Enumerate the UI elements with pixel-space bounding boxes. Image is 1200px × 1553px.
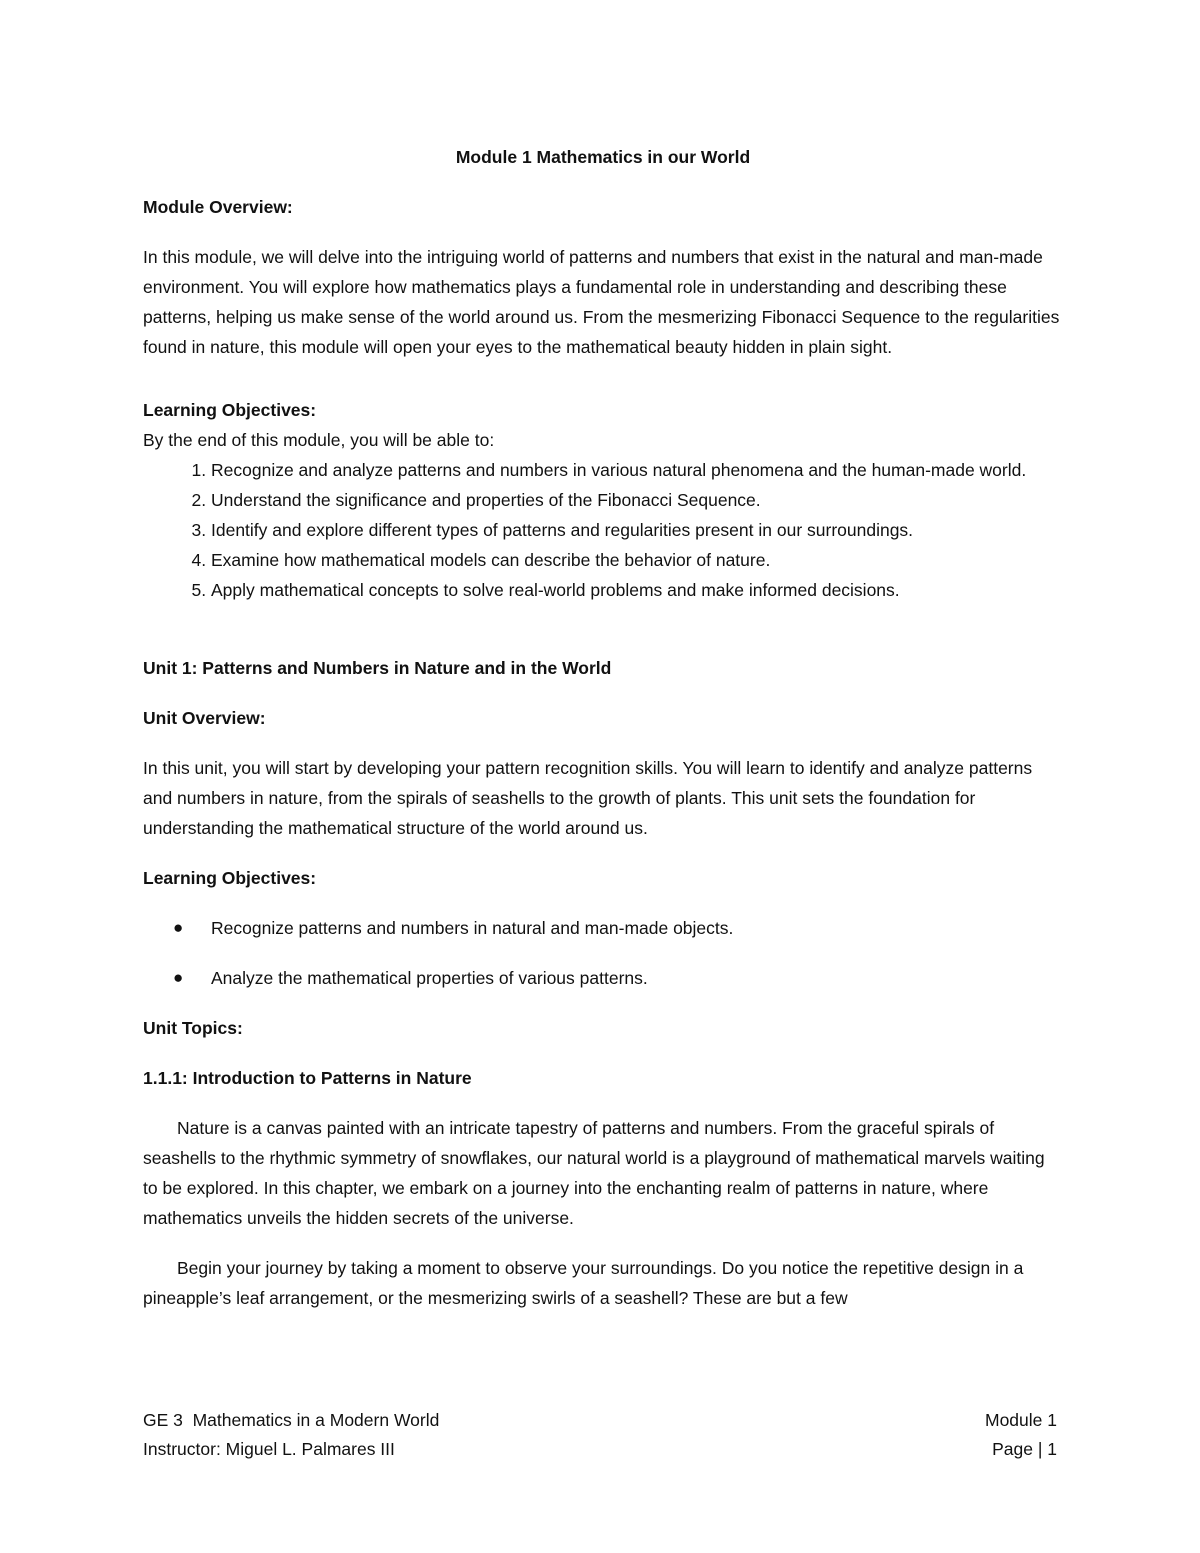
- page-footer: [143, 1406, 1057, 1464]
- footer-module: Module 1: [985, 1410, 1057, 1430]
- unit-overview-text: In this unit, you will start by developing your pattern recognition skills. You will learn to identify and analyze patterns and numbers in nature, from the spirals of seashells to the growth of plants. This unit sets the foundation for understanding the mathematical structure of the world around us.: [143, 758, 1033, 838]
- module-overview-text: In this module, we will delve into the intriguing world of patterns and numbers that exist in the natural and man-made environment. You will explore how mathematics plays a fundamental role in understanding and describing these patterns, helping us make sense of the world around us. From the mesmerizing Fibonacci Sequence to the regularities found in nature, this module will open your eyes to the mathematical beauty hidden in plain sight.: [143, 247, 1060, 357]
- list-item-text: Recognize patterns and numbers in natural and man-made objects.: [211, 918, 734, 938]
- learning-objectives-list: [143, 455, 1063, 605]
- footer-page-number: Page | 1: [992, 1439, 1057, 1459]
- list-item-text: Analyze the mathematical properties of various patterns.: [211, 968, 648, 988]
- topic-paragraph-2: Begin your journey by taking a moment to observe your surroundings. Do you notice the repetitive design in a pineapple’s leaf arrangement, or the mesmerizing swirls of a seashell? These are but a few: [143, 1258, 1024, 1308]
- topic-heading: 1.1.1: Introduction to Patterns in Nature: [143, 1068, 472, 1088]
- list-item: [173, 963, 1063, 993]
- footer-course: GE 3 Mathematics in a Modern World: [143, 1410, 440, 1430]
- document-body: [143, 142, 1063, 1313]
- bullet-icon: ●: [173, 918, 184, 937]
- footer-row-2: [143, 1435, 1057, 1464]
- footer-row-1: [143, 1406, 1057, 1435]
- unit-objectives-list: [143, 913, 1063, 993]
- list-item: 2. Understand the significance and properties of the Fibonacci Sequence.: [211, 485, 1063, 515]
- list-item: [173, 913, 1063, 943]
- topic-paragraph-1: Nature is a canvas painted with an intricate tapestry of patterns and numbers. From the graceful spirals of seashells to the rhythmic symmetry of snowflakes, our natural world is a playground of mathematical marvels waiting to be explored. In this chapter, we embark on a journey into the enchanting realm of patterns in nature, where mathematics unveils the hidden secrets of the universe.: [143, 1118, 1045, 1228]
- list-item: 4. Examine how mathematical models can describe the behavior of nature.: [211, 545, 1063, 575]
- learning-objectives-heading: Learning Objectives:: [143, 400, 317, 420]
- list-item: 3. Identify and explore different types of patterns and regularities present in our surroundings.: [211, 515, 1063, 545]
- learning-objectives-intro: By the end of this module, you will be able to:: [143, 430, 495, 450]
- bullet-icon: ●: [173, 968, 184, 987]
- unit-objectives-heading: Learning Objectives:: [143, 868, 317, 888]
- footer-instructor: Instructor: Miguel L. Palmares III: [143, 1439, 395, 1459]
- list-item: 1. Recognize and analyze patterns and numbers in various natural phenomena and the human-made world.: [211, 455, 1063, 485]
- unit-overview-heading: Unit Overview:: [143, 708, 266, 728]
- list-item: 5. Apply mathematical concepts to solve real-world problems and make informed decisions.: [211, 575, 1063, 605]
- document-title: Module 1 Mathematics in our World: [455, 147, 751, 167]
- unit-topics-heading: Unit Topics:: [143, 1018, 243, 1038]
- unit-title: Unit 1: Patterns and Numbers in Nature and in the World: [143, 658, 612, 678]
- module-overview-heading: Module Overview:: [143, 197, 293, 217]
